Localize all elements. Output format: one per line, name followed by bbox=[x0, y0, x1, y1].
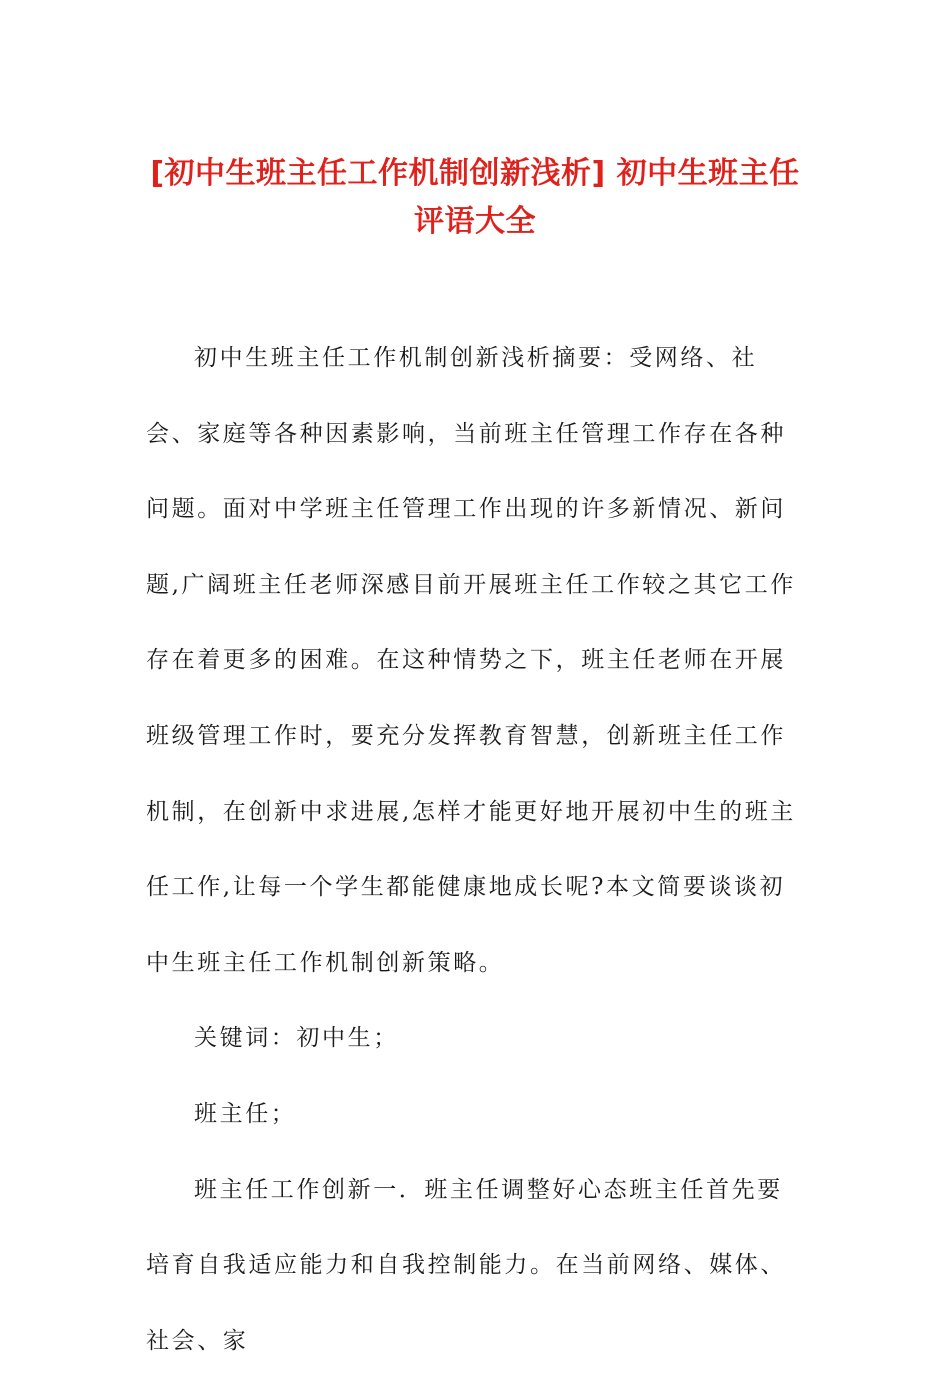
paragraph-keywords: 关键词：初中生； bbox=[194, 1025, 399, 1052]
paragraph-abstract: 初中生班主任工作机制创新浅析摘要：受网络、社会、家庭等各种因素影响，当前班主任管理工作存在各种问题。面对中学班主任管理工作出现的许多新情况、新问题,广阔班主任老师深感目前开展班主任工作较之其它工作存在着更多的困难。在这种情势之下，班主任老师在开展班级管理工作时，要充分发挥教育智慧，创新班主任工作机制，在创新中求进展,怎样才能更好地开展初中生的班主任工作,让每一个学生都能健康地成长呢?本文简要谈谈初中生班主任工作机制创新策略。 bbox=[146, 345, 796, 976]
paragraph-section-one: 班主任工作创新一．班主任调整好心态班主任首先要培育自我适应能力和自我控制能力。在当前网络、媒体、社会、家 bbox=[146, 1176, 786, 1354]
paragraph-keyword-class-teacher: 班主任； bbox=[194, 1100, 297, 1127]
document-body bbox=[146, 321, 804, 1379]
document-title: [初中生班主任工作机制创新浅析] 初中生班主任评语大全 bbox=[150, 156, 800, 239]
